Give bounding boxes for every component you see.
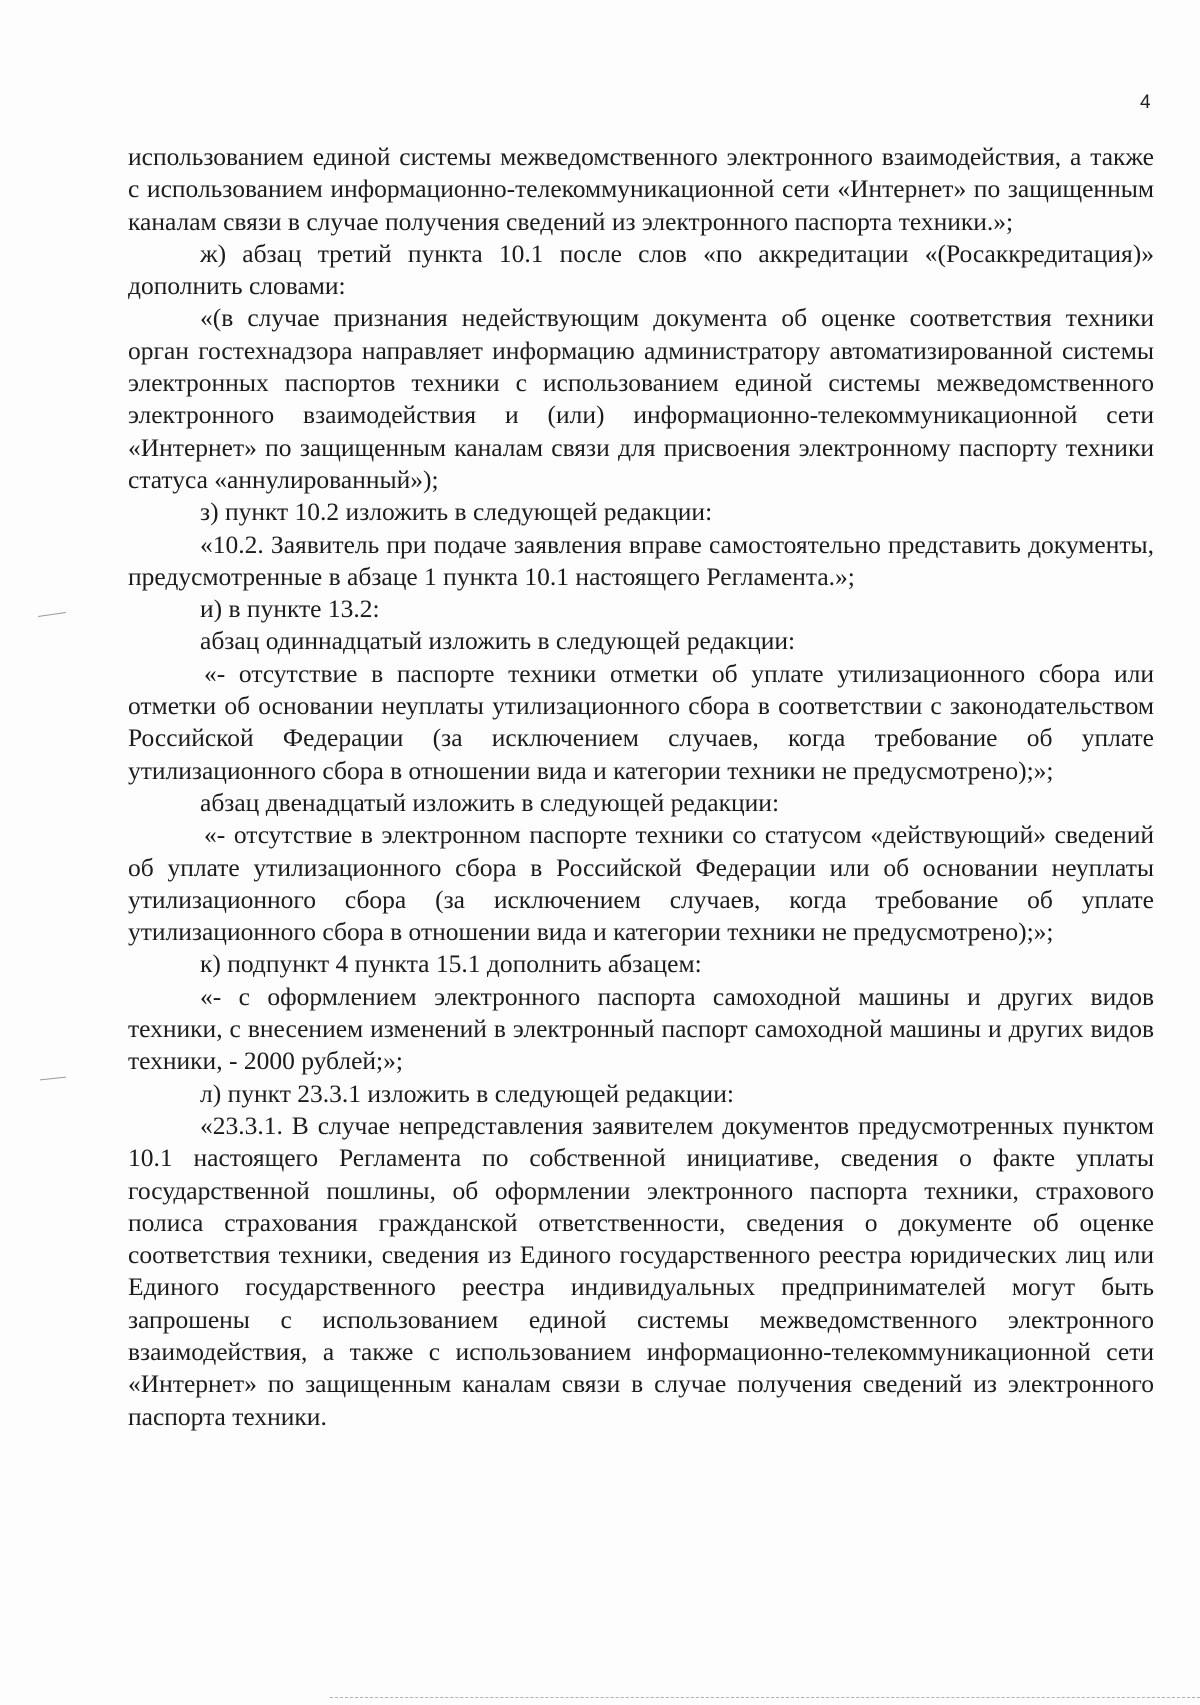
paragraph-item-k-quote: «- с оформлением электронного паспорта самоходной машины и других видов техники, с внесением изменений в электронный паспорт самоходной машины и других видов техники, - 2000 рублей;»; <box>128 981 1154 1076</box>
paragraph-continuation: использованием единой системы межведомственного электронного взаимодействия, а также с использованием информационно-телекоммуникационной сети «Интернет» по защищенным каналам связи в случае получения сведений из электронного паспорта техники.»; <box>128 142 1154 236</box>
paragraph-item-zh-quote: «(в случае признания недействующим документа об оценке соответствия техники орган гостехнадзора направляет информацию администратору автоматизированной системы электронных паспортов техники с использованием единой системы межведомственного электронного взаимодействия и (или) информационно-телекоммуникационной сети «Интернет» по защищенным каналам связи для присвоения электронному паспорту техники статуса «аннулированный»); <box>128 303 1154 494</box>
paragraph-item-z-quote: «10.2. Заявитель при подаче заявления вправе самостоятельно представить документы, предусмотренные в абзаце 1 пункта 10.1 настоящего Регламента.»; <box>128 529 1154 591</box>
paragraph-item-zh: ж) абзац третий пункта 10.1 после слов «по аккредитации «(Росаккредитация)» дополнить словами: <box>128 238 1154 301</box>
page-number: 4 <box>1140 92 1151 113</box>
paragraph-item-i-twelfth: абзац двенадцатый изложить в следующей редакции: <box>200 787 780 817</box>
paragraph-item-k: к) подпункт 4 пункта 15.1 дополнить абзацем: <box>200 949 702 979</box>
paragraph-item-l-quote: «23.3.1. В случае непредставления заявителем документов предусмотренных пунктом 10.1 настоящего Регламента по собственной инициативе, сведения о факте уплаты государственной пошлины, об оформлении электронного паспорта техники, страхового полиса страхования гражданской ответственности, сведения о документе об оценке соответствия техники, сведения из Единого государственного реестра юридических лиц или Единого государственного реестра индивидуальных предпринимателей могут быть запрошены с использованием единой системы межведомственного электронного взаимодействия, а также с использованием информационно-телекоммуникационной сети «Интернет» по защищенным каналам связи в случае получения сведений из электронного паспорта техники. <box>128 1110 1154 1431</box>
paragraph-item-l: л) пункт 23.3.1 изложить в следующей редакции: <box>200 1078 734 1108</box>
scan-artifact-mark <box>40 1077 66 1081</box>
paragraph-item-i-eleventh: абзац одиннадцатый изложить в следующей редакции: <box>200 626 796 656</box>
document-body <box>128 141 1154 1433</box>
paragraph-item-i-twelfth-quote: «- отсутствие в электронном паспорте техники со статусом «действующий» сведений об уплате утилизационного сбора в Российской Федерации или об основании неуплаты утилизационного сбора (за исключением случаев, когда требование об уплате утилизационного сбора в отношении вида и категории техники не предусмотрено);»; <box>128 820 1154 947</box>
scan-artifact-mark <box>38 612 66 617</box>
paragraph-item-z: з) пункт 10.2 изложить в следующей редакции: <box>200 497 713 527</box>
paragraph-item-i-eleventh-quote: «- отсутствие в паспорте техники отметки об уплате утилизационного сбора или отметки об основании неуплаты утилизационного сбора в соответствии с законодательством Российской Федерации (за исключением случаев, когда требование об уплате утилизационного сбора в отношении вида и категории техники не предусмотрено);»; <box>128 658 1154 785</box>
paragraph-item-i: и) в пункте 13.2: <box>200 594 380 624</box>
scan-bottom-edge <box>330 1697 1200 1699</box>
